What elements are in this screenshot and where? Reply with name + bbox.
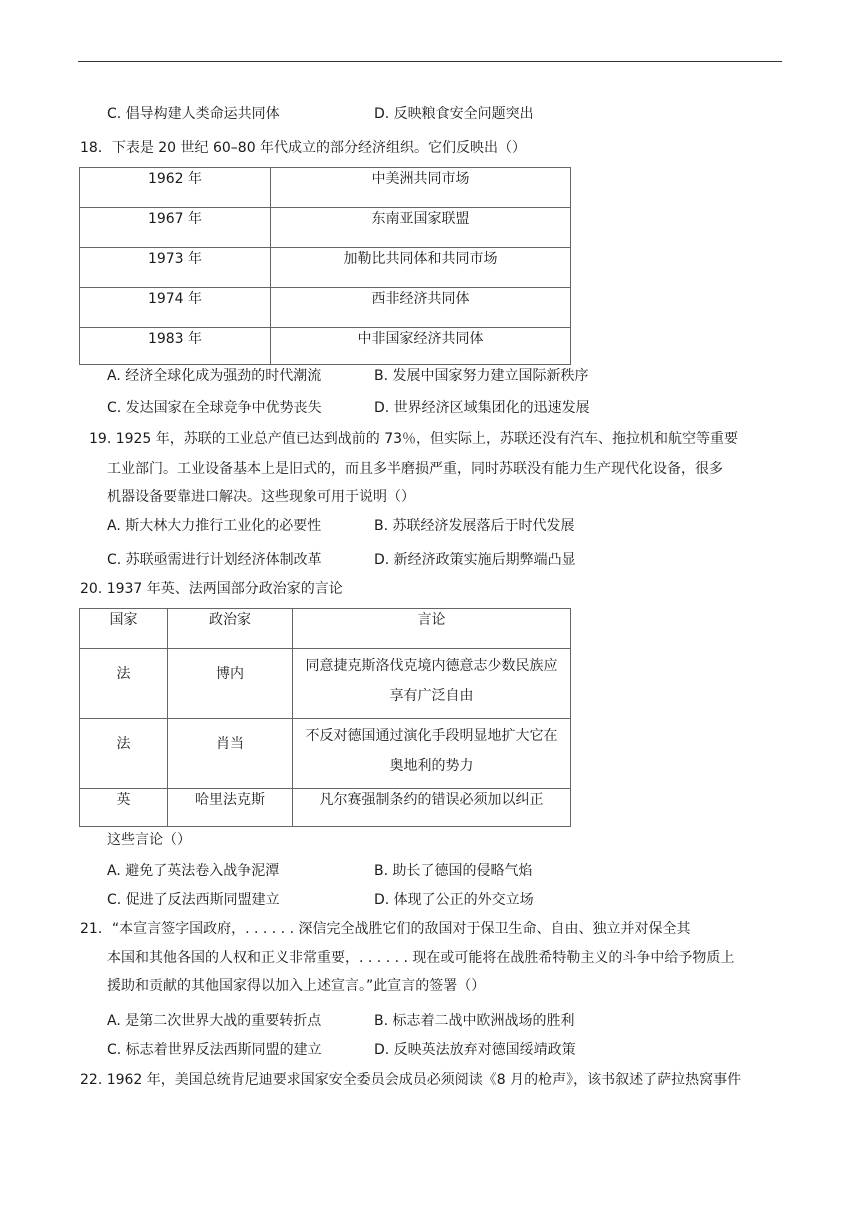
year-cell: 1974 年 [80,288,271,328]
org-cell: 中美洲共同市场 [271,168,571,208]
table-row [80,789,571,827]
q19-option-d: D. 新经济政策实施后期弊端凸显 [374,552,576,568]
q21-line-1: 21．“本宣言签字国政府，. . . . . . 深信完全战胜它们的敌国对于保卫生命、自由、独立并对保全其 [80,921,691,937]
q19-option-b: B. 苏联经济发展落后于时代发展 [374,518,575,534]
q21-line-2: 本国和其他各国的人权和正义非常重要，. . . . . . 现在或可能将在战胜希特勒主义的斗争中给予物质上 [107,950,735,966]
person-cell: 博内 [168,649,293,719]
country-cell: 法 [80,719,168,789]
quote-line: 不反对德国通过演化手段明显地扩大它在 [305,728,558,744]
q18-option-a: A. 经济全球化成为强劲的时代潮流 [107,368,322,384]
q18-stem: 18．下表是 20 世纪 60–80 年代成立的部分经济组织。它们反映出（） [80,140,527,156]
org-cell: 中非国家经济共同体 [271,328,571,365]
year-cell: 1973 年 [80,248,271,288]
q21-option-d: D. 反映英法放弃对德国绥靖政策 [374,1042,576,1058]
q20-option-c: C. 促进了反法西斯同盟建立 [107,892,280,908]
table-row [80,719,571,789]
table-row [80,649,571,719]
q18-option-c: C. 发达国家在全球竞争中优势丧失 [107,400,322,416]
q21-option-a: A. 是第二次世界大战的重要转折点 [107,1013,322,1029]
header-person: 政治家 [168,609,293,649]
q22-line-1: 22. 1962 年，美国总统肯尼迪要求国家安全委员会成员必须阅读《8 月的枪声》，该书叙述了萨拉热窝事件 [80,1072,742,1088]
q19-line-2: 工业部门。工业设备基本上是旧式的，而且多半磨损严重，同时苏联没有能力生产现代化设备，很多 [107,461,723,477]
year-cell: 1962 年 [80,168,271,208]
table-row [80,288,571,328]
quote-cell [293,649,571,719]
person-cell: 肖当 [168,719,293,789]
q20-table [79,608,571,827]
q17-option-d: D. 反映粮食安全问题突出 [374,106,534,122]
quote-line: 享有广泛自由 [389,688,474,704]
header-country: 国家 [80,609,168,649]
q21-line-3: 援助和贡献的其他国家得以加入上述宣言。”此宣言的签署（） [107,978,486,994]
q20-option-d: D. 体现了公正的外交立场 [374,892,534,908]
q21-option-c: C. 标志着世界反法西斯同盟的建立 [107,1042,322,1058]
quote-line: 同意捷克斯洛伐克境内德意志少数民族应 [305,658,558,674]
org-cell: 东南亚国家联盟 [271,208,571,248]
q20-option-a: A. 避免了英法卷入战争泥潭 [107,863,280,879]
table-row [80,168,571,208]
country-cell: 法 [80,649,168,719]
q18-option-b: B. 发展中国家努力建立国际新秩序 [374,368,589,384]
org-cell: 加勒比共同体和共同市场 [271,248,571,288]
q21-option-b: B. 标志着二战中欧洲战场的胜利 [374,1013,575,1029]
q18-table [79,167,571,365]
q20-option-b: B. 助长了德国的侵略气焰 [374,863,533,879]
country-cell: 英 [80,789,168,827]
q19-option-c: C. 苏联亟需进行计划经济体制改革 [107,552,322,568]
q18-option-d: D. 世界经济区域集团化的迅速发展 [374,400,590,416]
q20-stem: 20. 1937 年英、法两国部分政治家的言论 [80,581,343,597]
table-row [80,208,571,248]
table-row [80,248,571,288]
quote-cell [293,719,571,789]
org-cell: 西非经济共同体 [271,288,571,328]
person-cell: 哈里法克斯 [168,789,293,827]
quote-cell: 凡尔赛强制条约的错误必须加以纠正 [293,789,571,827]
quote-line: 奥地利的势力 [389,758,474,774]
q19-option-a: A. 斯大林大力推行工业化的必要性 [107,518,322,534]
header-rule [78,61,782,62]
year-cell: 1967 年 [80,208,271,248]
table-row [80,328,571,365]
q19-line-1: 19. 1925 年，苏联的工业总产值已达到战前的 73％，但实际上，苏联还没有汽车、拖拉机和航空等重要 [89,431,739,447]
table-header-row [80,609,571,649]
q19-line-3: 机器设备要靠进口解决。这些现象可用于说明（） [107,489,415,505]
year-cell: 1983 年 [80,328,271,365]
q17-option-c: C. 倡导构建人类命运共同体 [107,106,280,122]
q20-followup: 这些言论（） [107,832,191,848]
header-quote: 言论 [293,609,571,649]
